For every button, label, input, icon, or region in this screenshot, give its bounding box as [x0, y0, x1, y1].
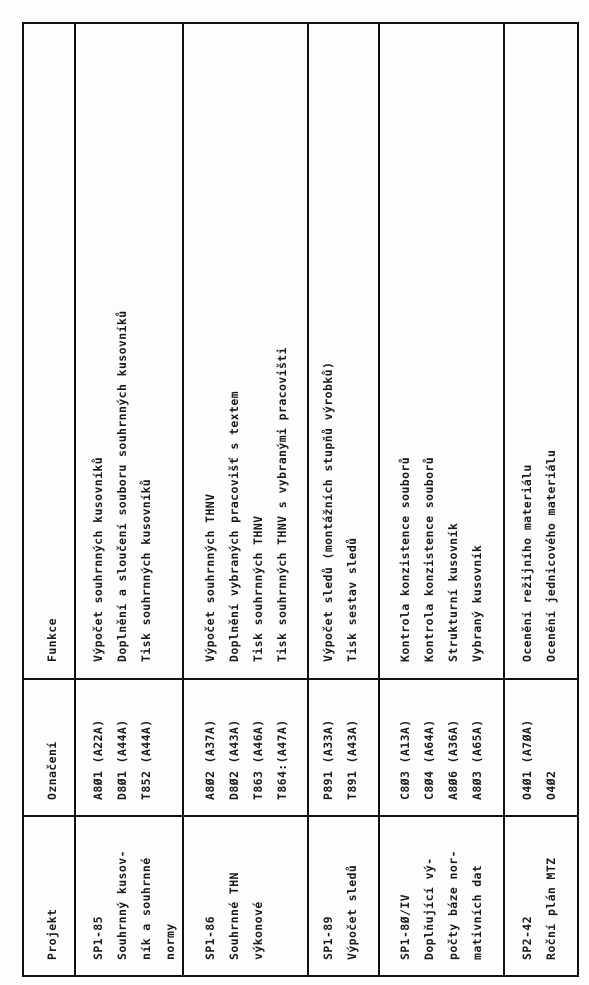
header-oznaceni: Označení — [45, 741, 59, 800]
cell-projekt: výkonové — [251, 901, 265, 960]
cell-oznaceni: A8Ø6 (A36A) — [446, 719, 460, 800]
grid-line — [74, 22, 76, 977]
cell-projekt: Výpočet sledů — [345, 864, 359, 960]
cell-projekt: Roční plán MTZ — [544, 857, 558, 960]
cell-oznaceni: O4Ø2 — [544, 770, 558, 800]
cell-funkce: Kontrola konzistence souborů — [422, 456, 436, 662]
cell-oznaceni: T863 (A46A) — [251, 719, 265, 800]
grid-line — [307, 22, 309, 977]
cell-funkce: Ocenění režijního materiálu — [520, 464, 534, 662]
cell-oznaceni: T852 (A44A) — [139, 719, 153, 800]
cell-oznaceni: P891 (A33A) — [321, 719, 335, 800]
cell-oznaceni: A8Ø1 (A22A) — [91, 719, 105, 800]
cell-projekt: normy — [163, 923, 177, 960]
cell-projekt: Souhrnné THN — [227, 872, 241, 960]
grid-line — [378, 22, 380, 977]
cell-oznaceni: T864:(A47A) — [275, 719, 289, 800]
cell-projekt: SP1-85 — [91, 916, 105, 960]
cell-funkce: Doplnění a sloučení souboru souhrnných kusovníků — [115, 310, 129, 662]
cell-oznaceni: A8Ø2 (A37A) — [203, 719, 217, 800]
cell-funkce: Tisk souhrnných THNV s vybranými pracovišti — [275, 347, 289, 662]
cell-funkce: Vybraný kusovník — [470, 544, 484, 662]
cell-oznaceni: C8Ø3 (A13A) — [398, 719, 412, 800]
cell-projekt: Doplňující vý- — [422, 857, 436, 960]
cell-funkce: Výpočet souhrnných THNV — [203, 493, 217, 662]
grid-line — [22, 815, 579, 817]
cell-projekt: SP2-42 — [520, 916, 534, 960]
cell-projekt: Souhrnný kusov- — [115, 850, 129, 960]
cell-funkce: Ocenění jednicového materiálu — [544, 449, 558, 662]
cell-oznaceni: A8Ø3 (A65A) — [470, 719, 484, 800]
cell-oznaceni: D8Ø1 (A44A) — [115, 719, 129, 800]
cell-projekt: ník a souhrnné — [139, 857, 153, 960]
cell-oznaceni: C8Ø4 (A64A) — [422, 719, 436, 800]
cell-funkce: Tisk sestav sledů — [345, 537, 359, 662]
cell-projekt: SP1-8Ø/IV — [398, 894, 412, 960]
cell-projekt: počty báze nor- — [446, 850, 460, 960]
cell-funkce: Kontrola konzistence souborů — [398, 456, 412, 662]
cell-funkce: Výpočet souhrnných kusovníků — [91, 456, 105, 662]
cell-funkce: Tisk souhrnných THNV — [251, 515, 265, 662]
header-projekt: Projekt — [45, 908, 59, 960]
cell-funkce: Tisk souhrnných kusovníků — [139, 478, 153, 662]
cell-projekt: SP1-89 — [321, 916, 335, 960]
grid-line — [503, 22, 505, 977]
header-funkce: Funkce — [45, 618, 59, 662]
cell-oznaceni: O4Ø1 (A7ØA) — [520, 719, 534, 800]
cell-projekt: SP1-86 — [203, 916, 217, 960]
cell-projekt: mativních dat — [470, 864, 484, 960]
cell-oznaceni: D8Ø2 (A43A) — [227, 719, 241, 800]
cell-funkce: Strukturní kusovník — [446, 522, 460, 662]
cell-funkce: Doplnění vybraných pracovišť s textem — [227, 391, 241, 662]
grid-line — [182, 22, 184, 977]
grid-line — [22, 678, 579, 680]
cell-oznaceni: T891 (A43A) — [345, 719, 359, 800]
cell-funkce: Výpočet sledů (montážních stupňů výrobků) — [321, 361, 335, 662]
